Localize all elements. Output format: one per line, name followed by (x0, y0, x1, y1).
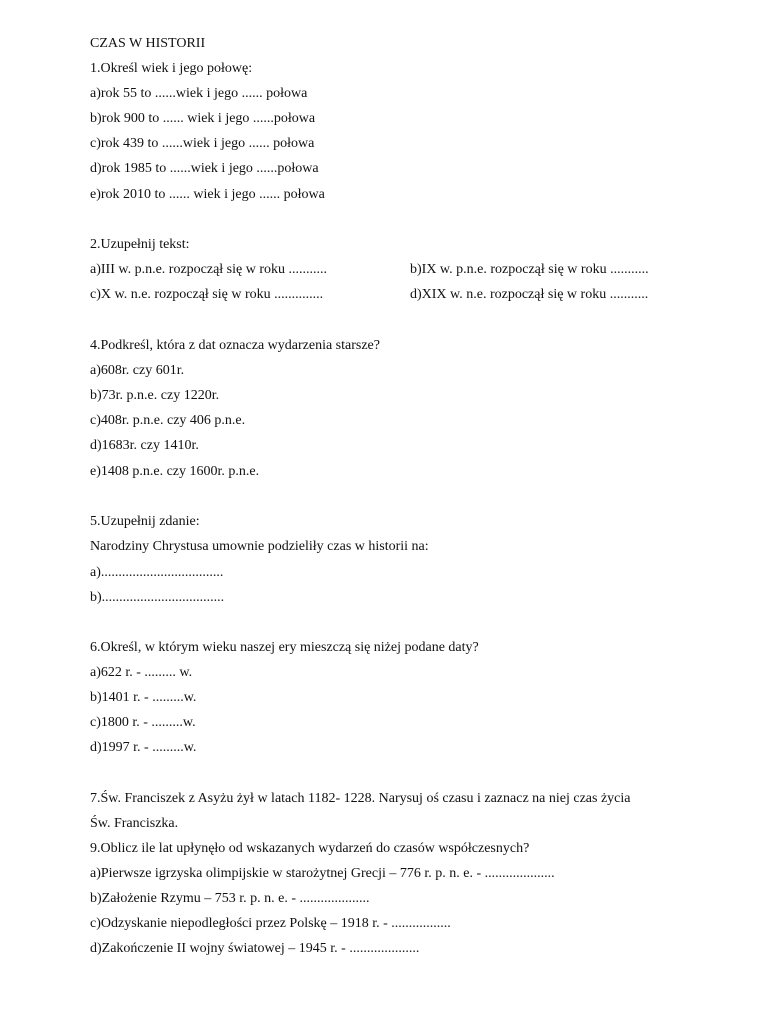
q1-item-b: b)rok 900 to ...... wiek i jego ......połowa (90, 111, 316, 126)
q2-item-d: d)XIX w. n.e. rozpoczął się w roku ........... (410, 287, 649, 302)
q6-heading: 6.Określ, w którym wieku naszej ery mieszczą się niżej podane daty? (90, 640, 479, 655)
q5-heading: 5.Uzupełnij zdanie: (90, 514, 200, 529)
q6-item-b: b)1401 r. - .........w. (90, 690, 197, 705)
q9-item-c: c)Odzyskanie niepodległości przez Polskę – 1918 r. - ................. (90, 916, 451, 931)
q5-sentence: Narodziny Chrystusa umownie podzieliły czas w historii na: (90, 539, 429, 554)
q6-item-a: a)622 r. - ......... w. (90, 665, 193, 680)
q1-item-a: a)rok 55 to ......wiek i jego ...... połowa (90, 86, 308, 101)
q1-item-c: c)rok 439 to ......wiek i jego ...... połowa (90, 136, 315, 151)
q1-item-e: e)rok 2010 to ...... wiek i jego ...... połowa (90, 187, 325, 202)
q7-text-line2: Św. Franciszka. (90, 816, 179, 831)
q4-item-d: d)1683r. czy 1410r. (90, 438, 199, 453)
q1-heading: 1.Określ wiek i jego połowę: (90, 61, 253, 76)
q9-item-d: d)Zakończenie II wojny światowej – 1945 r. - .................... (90, 941, 420, 956)
q2-item-a: a)III w. p.n.e. rozpoczął się w roku ........... (90, 262, 328, 277)
document-title: CZAS W HISTORII (90, 36, 206, 51)
q1-item-d: d)rok 1985 to ......wiek i jego ......połowa (90, 161, 319, 176)
q4-item-a: a)608r. czy 601r. (90, 363, 185, 378)
q5-item-a: a)................................... (90, 565, 224, 580)
q2-heading: 2.Uzupełnij tekst: (90, 237, 190, 252)
q5-item-b: b)................................... (90, 590, 225, 605)
q6-item-d: d)1997 r. - .........w. (90, 740, 197, 755)
q4-heading: 4.Podkreśl, która z dat oznacza wydarzenia starsze? (90, 338, 380, 353)
q4-item-b: b)73r. p.n.e. czy 1220r. (90, 388, 220, 403)
q7-text-line1: 7.Św. Franciszek z Asyżu żył w latach 1182- 1228. Narysuj oś czasu i zaznacz na niej czas życia (90, 791, 631, 806)
q6-item-c: c)1800 r. - .........w. (90, 715, 196, 730)
q2-item-c: c)X w. n.e. rozpoczął się w roku .............. (90, 287, 324, 302)
q9-item-a: a)Pierwsze igrzyska olimpijskie w starożytnej Grecji – 776 r. p. n. e. - .................... (90, 866, 555, 881)
q9-heading: 9.Oblicz ile lat upłynęło od wskazanych wydarzeń do czasów współczesnych? (90, 841, 530, 856)
q4-item-c: c)408r. p.n.e. czy 406 p.n.e. (90, 413, 246, 428)
q4-item-e: e)1408 p.n.e. czy 1600r. p.n.e. (90, 464, 260, 479)
q9-item-b: b)Założenie Rzymu – 753 r. p. n. e. - .................... (90, 891, 370, 906)
q2-item-b: b)IX w. p.n.e. rozpoczął się w roku ........... (410, 262, 649, 277)
